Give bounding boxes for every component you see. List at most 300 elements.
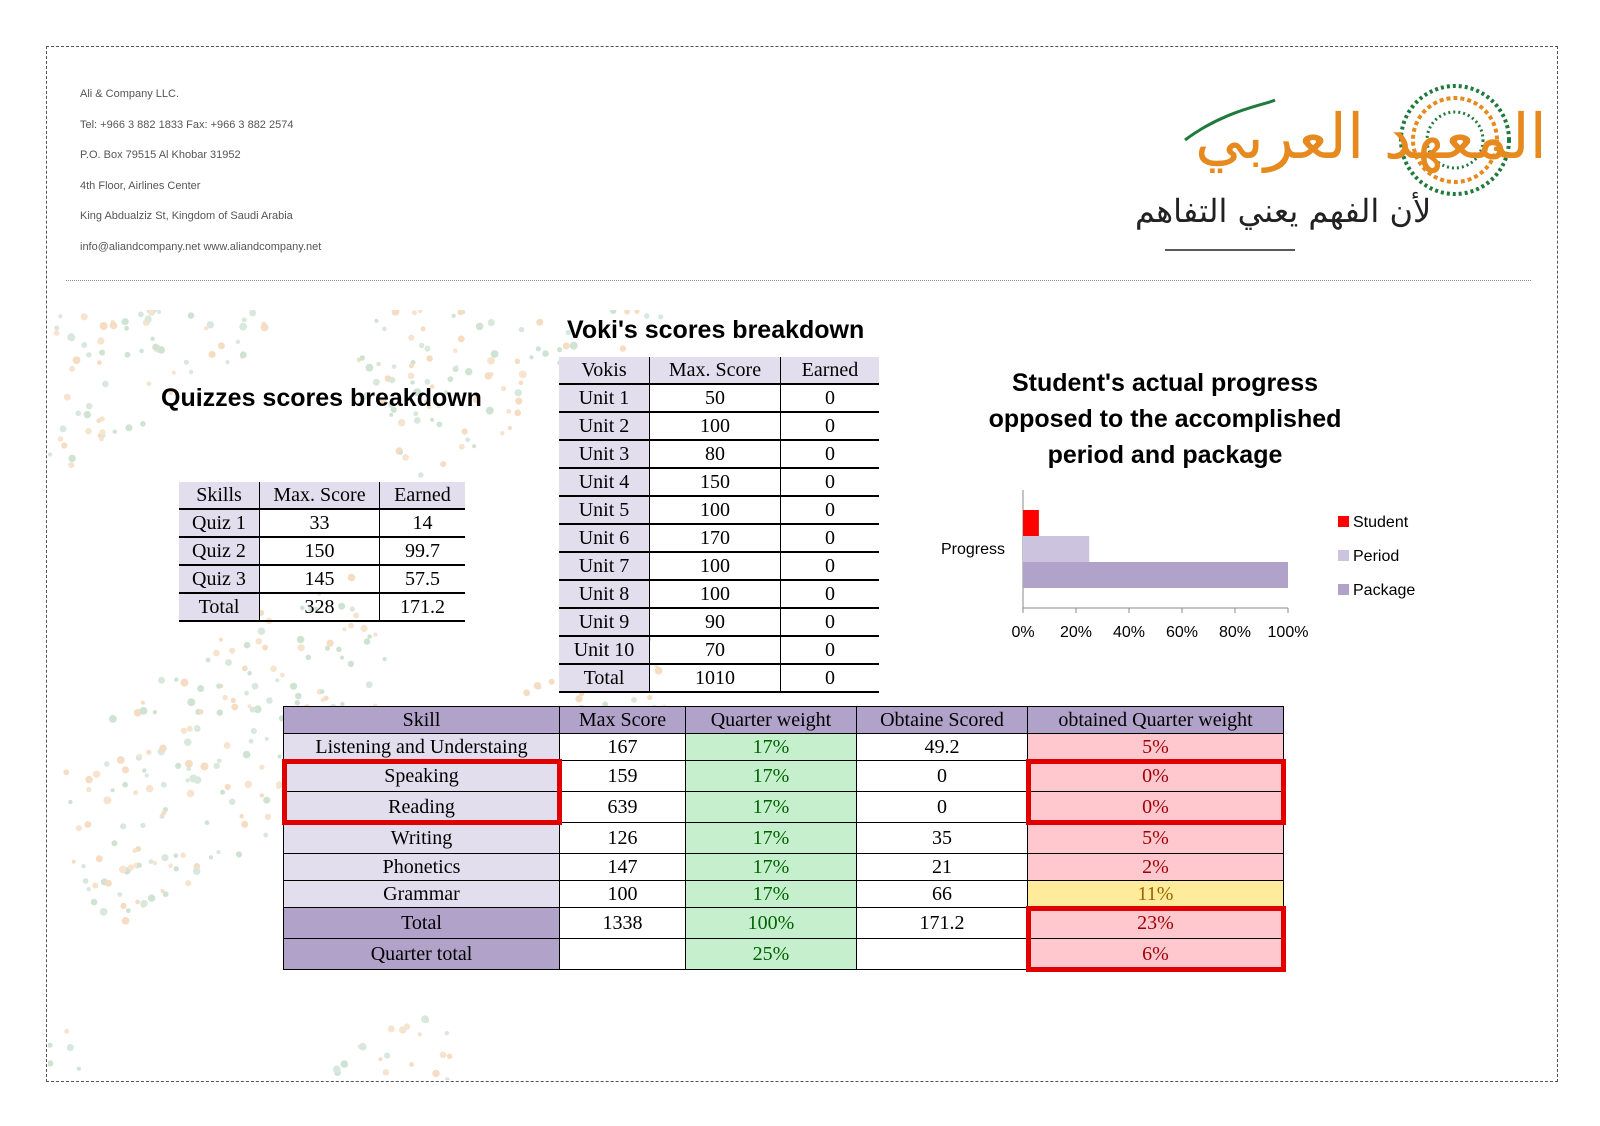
- decorative-dot: [217, 759, 222, 764]
- decorative-dot: [85, 821, 92, 828]
- decorative-dot: [48, 1043, 53, 1048]
- decorative-dot: [519, 327, 525, 333]
- decorative-dot: [173, 853, 178, 858]
- decorative-dot: [242, 317, 247, 322]
- decorative-dot: [225, 784, 231, 790]
- cell-value: 57.5: [380, 565, 466, 593]
- obtained-weight: 5%: [1028, 823, 1284, 854]
- decorative-dot: [172, 371, 176, 375]
- institute-logo: [1125, 80, 1545, 260]
- decorative-dot: [259, 765, 264, 770]
- decorative-dot: [378, 1057, 382, 1061]
- obtained-score: 49.2: [857, 734, 1028, 761]
- decorative-dot: [440, 1052, 447, 1059]
- decorative-dot: [239, 323, 247, 331]
- decorative-dot: [86, 403, 93, 410]
- decorative-dot: [217, 709, 223, 715]
- decorative-dot: [440, 461, 446, 467]
- decorative-dot: [216, 683, 221, 688]
- decorative-dot: [295, 693, 302, 700]
- cell-value: 150: [650, 468, 781, 496]
- decorative-dot: [224, 742, 231, 749]
- decorative-dot: [445, 1031, 449, 1035]
- decorative-dot: [81, 342, 87, 348]
- skill-name: Quarter total: [284, 939, 560, 970]
- decorative-dot: [153, 710, 157, 714]
- decorative-dot: [306, 655, 312, 661]
- row-label: Unit 10: [559, 636, 650, 664]
- obtained-score: 66: [857, 881, 1028, 908]
- decorative-dot: [453, 348, 458, 353]
- decorative-dot: [99, 350, 105, 356]
- table-row: [559, 636, 879, 664]
- decorative-dot: [472, 444, 476, 448]
- col-header: Skill: [284, 707, 560, 734]
- decorative-dot: [462, 429, 468, 435]
- cell-value: 80: [650, 440, 781, 468]
- cell-value: 0: [781, 496, 880, 524]
- decorative-dot: [72, 860, 76, 864]
- row-label: Unit 2: [559, 412, 650, 440]
- decorative-dot: [414, 417, 421, 424]
- quizzes-table: [179, 482, 465, 622]
- decorative-dot: [220, 790, 225, 795]
- decorative-dot: [140, 900, 147, 907]
- obtained-weight: 0%: [1028, 792, 1284, 823]
- table-row: [179, 537, 465, 565]
- decorative-dot: [206, 658, 211, 663]
- decorative-dot: [86, 787, 91, 792]
- decorative-dot: [408, 373, 415, 380]
- legend-label: Student: [1353, 514, 1409, 531]
- decorative-dot: [181, 728, 187, 734]
- cell-value: 0: [781, 524, 880, 552]
- decorative-dot: [204, 326, 208, 330]
- col-header: Earned: [380, 482, 466, 509]
- decorative-dot: [465, 437, 470, 442]
- decorative-dot: [359, 1043, 367, 1051]
- decorative-dot: [188, 312, 195, 319]
- cell-value: 50: [650, 384, 781, 412]
- decorative-dot: [624, 310, 630, 315]
- vokis-table: [559, 357, 879, 693]
- table-row: [284, 854, 1284, 881]
- cell-value: 100: [650, 412, 781, 440]
- decorative-dot: [542, 350, 549, 357]
- decorative-dot: [324, 696, 329, 701]
- decorative-dot: [275, 678, 279, 682]
- decorative-dot: [81, 864, 85, 868]
- table-row: [559, 552, 879, 580]
- decorative-dot: [54, 330, 60, 336]
- decorative-dot: [67, 1044, 74, 1051]
- decorative-dot: [64, 394, 71, 401]
- x-tick-label: 20%: [1059, 624, 1093, 641]
- decorative-dot: [100, 908, 108, 916]
- decorative-dot: [139, 349, 143, 353]
- decorative-dot: [58, 436, 64, 442]
- decorative-dot: [231, 698, 236, 703]
- chart-title-line: period and package: [1047, 441, 1283, 469]
- bar-student: [1023, 510, 1039, 536]
- decorative-dot: [124, 326, 129, 331]
- decorative-dot: [197, 685, 204, 692]
- col-header: Vokis: [559, 357, 650, 384]
- decorative-dot: [146, 785, 154, 793]
- decorative-dot: [251, 728, 257, 734]
- decorative-dot: [109, 715, 117, 723]
- decorative-dot: [140, 823, 145, 828]
- cell-value: 0: [781, 384, 880, 412]
- decorative-dot: [432, 1070, 439, 1077]
- logo-slogan: لأن الفهم يعني التفاهم: [1135, 192, 1432, 230]
- decorative-dot: [122, 766, 129, 773]
- progress-chart: [930, 480, 1450, 660]
- decorative-dot: [452, 314, 456, 318]
- cell-value: 100: [650, 552, 781, 580]
- decorative-dot: [110, 322, 118, 330]
- decorative-dot: [75, 410, 81, 416]
- table-header-row: [559, 357, 879, 384]
- decorative-dot: [148, 894, 155, 901]
- decorative-dot: [163, 891, 169, 897]
- table-row: [559, 440, 879, 468]
- x-tick-label: 60%: [1165, 624, 1199, 641]
- decorative-dot: [174, 677, 178, 681]
- decorative-dot: [181, 679, 189, 687]
- decorative-dot: [84, 411, 91, 418]
- decorative-dot: [213, 650, 220, 657]
- decorative-dot: [261, 324, 269, 332]
- decorative-dot: [69, 366, 75, 372]
- bar-period: [1023, 536, 1089, 562]
- cell-value: 170: [650, 524, 781, 552]
- decorative-dot: [119, 866, 127, 874]
- decorative-dot: [245, 781, 252, 788]
- decorative-dot: [61, 442, 67, 448]
- decorative-dot: [265, 814, 271, 820]
- decorative-dot: [85, 776, 92, 783]
- decorative-dot: [240, 351, 247, 358]
- decorative-dot: [93, 771, 100, 778]
- decorative-dot: [122, 318, 129, 325]
- col-header: obtained Quarter weight: [1028, 707, 1284, 734]
- decorative-dot: [85, 428, 92, 435]
- x-tick-label: 100%: [1267, 624, 1309, 641]
- decorative-dot: [252, 683, 259, 690]
- decorative-dot: [320, 689, 325, 694]
- decorative-dot: [122, 917, 130, 925]
- decorative-dot: [67, 333, 75, 341]
- decorative-dot: [383, 657, 387, 661]
- decorative-dot: [222, 695, 228, 701]
- decorative-dot: [63, 769, 69, 775]
- decorative-dot: [120, 903, 126, 909]
- decorative-dot: [102, 381, 109, 388]
- max-score: 147: [560, 854, 686, 881]
- decorative-dot: [333, 1066, 341, 1074]
- table-row: [284, 881, 1284, 908]
- cell-value: 150: [260, 537, 380, 565]
- decorative-dot: [409, 363, 414, 368]
- decorative-dot: [389, 377, 395, 383]
- decorative-dot: [231, 704, 238, 711]
- decorative-dot: [146, 750, 151, 755]
- decorative-dot: [290, 683, 297, 690]
- decorative-dot: [145, 773, 149, 777]
- max-score: 159: [560, 761, 686, 792]
- decorative-dot: [348, 661, 354, 667]
- decorative-dot: [184, 360, 189, 365]
- decorative-dot: [113, 430, 117, 434]
- cell-value: 0: [781, 440, 880, 468]
- cell-value: 0: [781, 636, 880, 664]
- decorative-dot: [373, 632, 377, 636]
- decorative-dot: [476, 323, 484, 331]
- decorative-dot: [161, 810, 166, 815]
- decorative-dot: [298, 644, 305, 651]
- skill-name: Reading: [284, 792, 560, 823]
- decorative-dot: [519, 381, 524, 386]
- decorative-dot: [487, 357, 495, 365]
- table-row: [559, 496, 879, 524]
- contact-info: info@aliandcompany.net www.aliandcompany.net: [80, 240, 322, 253]
- table-row: [559, 412, 879, 440]
- decorative-dot: [488, 319, 495, 326]
- row-label: Unit 4: [559, 468, 650, 496]
- max-score: 100: [560, 881, 686, 908]
- decorative-dot: [426, 355, 433, 362]
- cell-value: 100: [650, 580, 781, 608]
- col-header: Max. Score: [650, 357, 781, 384]
- decorative-dot: [125, 424, 132, 431]
- decorative-dot: [486, 407, 494, 415]
- decorative-dot: [180, 852, 186, 858]
- chart-title-line: Student's actual progress: [1011, 369, 1319, 397]
- decorative-dot: [297, 636, 305, 644]
- decorative-dot: [263, 833, 268, 838]
- cell-value: 0: [781, 552, 880, 580]
- legend-label: Package: [1353, 582, 1416, 599]
- decorative-dot: [465, 368, 472, 375]
- row-label: Quiz 1: [179, 509, 260, 537]
- decorative-dot: [412, 310, 417, 315]
- quizzes-title: Quizzes scores breakdown: [161, 384, 482, 412]
- decorative-dot: [459, 444, 465, 450]
- decorative-dot: [508, 426, 512, 430]
- highlight-box-totals: [1026, 906, 1286, 972]
- decorative-dot: [175, 763, 181, 769]
- decorative-dot: [249, 310, 256, 316]
- decorative-dot: [141, 701, 145, 705]
- decorative-dot: [382, 327, 387, 332]
- cell-value: 99.7: [380, 537, 466, 565]
- table-row: [179, 509, 465, 537]
- decorative-dot: [404, 1023, 410, 1029]
- decorative-dot: [92, 883, 98, 889]
- decorative-dot: [448, 376, 454, 382]
- decorative-dot: [514, 410, 521, 417]
- decorative-dot: [418, 1032, 422, 1036]
- cell-value: 145: [260, 565, 380, 593]
- po-box: P.O. Box 79515 Al Khobar 31952: [80, 149, 241, 161]
- skill-name: Writing: [284, 823, 560, 854]
- obtained-weight: 6%: [1028, 939, 1284, 970]
- col-header: Skills: [179, 482, 260, 509]
- decorative-dot: [185, 760, 193, 768]
- decorative-dot: [244, 691, 249, 696]
- decorative-dot: [398, 419, 405, 426]
- decorative-dot: [515, 359, 521, 365]
- phone-fax: Tel: +966 3 882 1833 Fax: +966 3 882 2574: [80, 118, 294, 131]
- skill-name: Grammar: [284, 881, 560, 908]
- decorative-dot: [229, 799, 235, 805]
- decorative-dot: [620, 345, 626, 351]
- col-header: Obtaine Scored: [857, 707, 1028, 734]
- decorative-dot: [647, 695, 652, 700]
- decorative-dot: [158, 677, 165, 684]
- decorative-dot: [225, 360, 229, 364]
- decorative-dot: [96, 419, 101, 424]
- table-header-row: [284, 707, 1284, 734]
- decorative-dot: [97, 360, 102, 365]
- decorative-dot: [537, 685, 541, 689]
- skill-name: Phonetics: [284, 854, 560, 881]
- obtained-score: [857, 939, 1028, 970]
- decorative-dot: [216, 850, 220, 854]
- decorative-dot: [437, 422, 443, 428]
- decorative-dot: [138, 312, 144, 318]
- decorative-dot: [236, 340, 240, 344]
- decorative-dot: [529, 355, 533, 359]
- col-header: Quarter weight: [686, 707, 857, 734]
- decorative-dot: [225, 659, 232, 666]
- max-score: 1338: [560, 908, 686, 939]
- decorative-dot: [631, 697, 637, 703]
- decorative-dot: [135, 900, 140, 905]
- decorative-dot: [523, 689, 530, 696]
- obtained-weight: 11%: [1028, 881, 1284, 908]
- decorative-dot: [634, 310, 639, 314]
- decorative-dot: [455, 365, 459, 369]
- decorative-dot: [117, 756, 125, 764]
- decorative-dot: [132, 848, 137, 853]
- decorative-dot: [100, 322, 108, 330]
- decorative-dot: [48, 452, 52, 456]
- legend-label: Period: [1353, 548, 1400, 565]
- row-label: Total: [179, 593, 260, 621]
- decorative-dot: [184, 738, 192, 746]
- decorative-dot: [430, 418, 434, 422]
- decorative-dot: [366, 364, 374, 372]
- table-row: [559, 468, 879, 496]
- decorative-dot: [361, 625, 368, 632]
- decorative-dot: [99, 437, 104, 442]
- decorative-dot: [447, 1054, 452, 1059]
- obtained-score: 0: [857, 792, 1028, 823]
- quarter-weight: 100%: [686, 908, 857, 939]
- decorative-dot: [418, 472, 424, 478]
- cell-value: 90: [650, 608, 781, 636]
- decorative-dot: [383, 1069, 390, 1076]
- table-row: [284, 823, 1284, 854]
- decorative-dot: [205, 820, 210, 825]
- cell-value: 0: [781, 580, 880, 608]
- decorative-dot: [214, 763, 220, 769]
- category-label: Progress: [941, 541, 1006, 558]
- max-score: [560, 939, 686, 970]
- decorative-dot: [491, 350, 499, 358]
- row-label: Quiz 2: [179, 537, 260, 565]
- decorative-dot: [392, 364, 397, 369]
- cell-value: 328: [260, 593, 380, 621]
- decorative-dot: [209, 855, 213, 859]
- decorative-dot: [501, 386, 506, 391]
- cell-value: 100: [650, 496, 781, 524]
- table-header-row: [179, 482, 465, 509]
- decorative-dot: [86, 887, 90, 891]
- row-label: Unit 7: [559, 552, 650, 580]
- letterhead: [80, 88, 321, 271]
- bar-package: [1023, 562, 1288, 588]
- legend-swatch: [1338, 550, 1349, 561]
- col-header: Max Score: [560, 707, 686, 734]
- decorative-dot: [260, 793, 264, 797]
- decorative-dot: [327, 640, 334, 647]
- decorative-dot: [142, 768, 146, 772]
- decorative-dot: [100, 429, 106, 435]
- decorative-dot: [421, 1015, 429, 1023]
- quarter-weight: 17%: [686, 734, 857, 761]
- decorative-dot: [125, 352, 131, 358]
- decorative-dot: [506, 409, 511, 414]
- decorative-dot: [270, 666, 277, 673]
- table-row: [559, 608, 879, 636]
- decorative-dot: [194, 776, 202, 784]
- row-label: Unit 9: [559, 608, 650, 636]
- decorative-dot: [445, 1077, 450, 1080]
- decorative-dot: [111, 788, 115, 792]
- table-row: [559, 384, 879, 412]
- decorative-dot: [149, 859, 154, 864]
- decorative-dot: [76, 825, 82, 831]
- cell-value: 70: [650, 636, 781, 664]
- decorative-dot: [138, 754, 142, 758]
- decorative-dot: [262, 645, 268, 651]
- decorative-dot: [218, 342, 225, 349]
- cell-value: 1010: [650, 664, 781, 692]
- decorative-dot: [105, 880, 112, 887]
- row-label: Unit 8: [559, 580, 650, 608]
- x-tick-label: 40%: [1112, 624, 1146, 641]
- decorative-dot: [54, 326, 59, 331]
- cell-value: 0: [781, 412, 880, 440]
- decorative-dot: [150, 337, 154, 341]
- skill-name: Speaking: [284, 761, 560, 792]
- decorative-dot: [536, 319, 543, 326]
- decorative-dot: [69, 455, 76, 462]
- chart-title-line: opposed to the accomplished: [988, 405, 1342, 433]
- decorative-dot: [133, 790, 138, 795]
- decorative-dot: [168, 863, 173, 868]
- decorative-dot: [458, 336, 465, 343]
- decorative-dot: [152, 344, 159, 351]
- decorative-dot: [112, 840, 118, 846]
- decorative-dot: [229, 648, 235, 654]
- decorative-dot: [159, 745, 166, 752]
- decorative-dot: [236, 851, 242, 857]
- decorative-dot: [174, 866, 179, 871]
